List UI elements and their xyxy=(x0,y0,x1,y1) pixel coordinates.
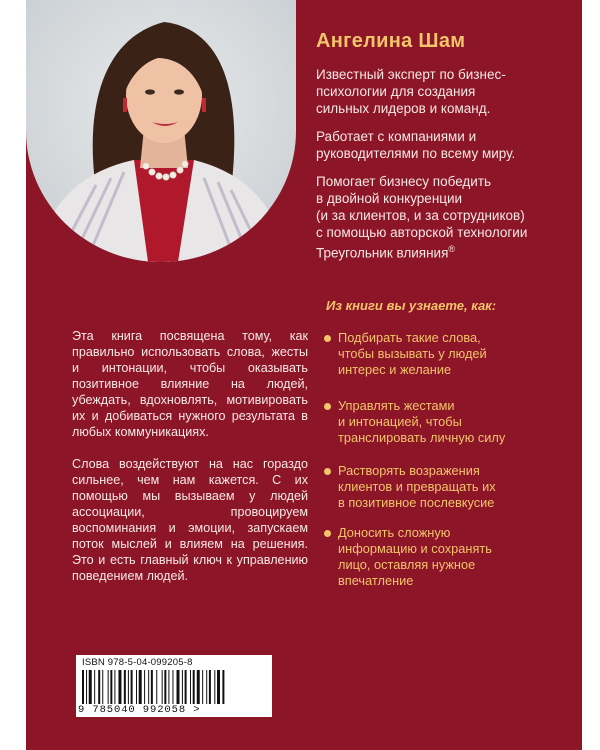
author-portrait xyxy=(26,0,296,262)
publisher-logo-icon xyxy=(236,666,266,702)
learn-item xyxy=(326,463,576,511)
learn-item-text: Растворять возражения клиентов и превращать их в позитивное послевкусие xyxy=(338,463,496,510)
learn-list xyxy=(326,330,576,609)
bullet-icon xyxy=(324,335,331,342)
learn-item-text: Доносить сложную информацию и сохранять лицо, оставляя нужное впечатление xyxy=(338,525,492,588)
registered-mark: ® xyxy=(448,244,456,254)
bio-paragraph-2: Работает с компаниями и руководителями по всему миру. xyxy=(316,129,516,161)
bullet-icon xyxy=(324,403,331,410)
learn-item-text: Управлять жестами и интонацией, чтобы транслировать личную силу xyxy=(338,398,506,445)
book-description xyxy=(72,328,308,600)
barcode-digits: 9 785040 992058 > xyxy=(78,704,201,716)
learn-title: Из книги вы узнаете, как: xyxy=(326,298,497,313)
bullet-icon xyxy=(324,530,331,537)
isbn-text: ISBN 978-5-04-099205-8 xyxy=(82,657,193,668)
bullet-icon xyxy=(324,468,331,475)
bio-paragraph-3-text: Помогает бизнесу победить в двойной конкуренции (и за клиентов, и за сотрудников) с помощью авторской технологии Треугольник влияния xyxy=(316,174,528,261)
learn-item-text: Подбирать такие слова, чтобы вызывать у людей интерес и желание xyxy=(338,330,487,377)
learn-item xyxy=(326,525,576,589)
author-bio xyxy=(316,66,578,273)
bio-paragraph-3 xyxy=(316,173,578,262)
learn-item xyxy=(326,398,576,446)
bio-paragraph-1: Известный эксперт по бизнес- психологии для создания сильных лидеров и команд. xyxy=(316,67,506,116)
learn-item xyxy=(326,330,576,378)
author-name: Ангелина Шам xyxy=(316,30,466,52)
description-paragraph-1: Эта книга посвящена тому, как правильно использовать слова, жесты и интонации, чтобы оказывать позитивное влияние на людей, убеждать, вдохновлять, мотивировать их и добиваться нужного результата в любых коммуникациях. xyxy=(72,329,308,439)
description-paragraph-2: Слова воздействуют на нас гораздо сильнее, чем нам кажется. С их помощью мы вызываем у людей ассоциации, провоцируем воспоминания и эмоции, запускаем поток мыслей и влияем на решения. Это и есть главный ключ к управлению поведением людей. xyxy=(72,457,308,583)
back-cover xyxy=(26,0,582,750)
